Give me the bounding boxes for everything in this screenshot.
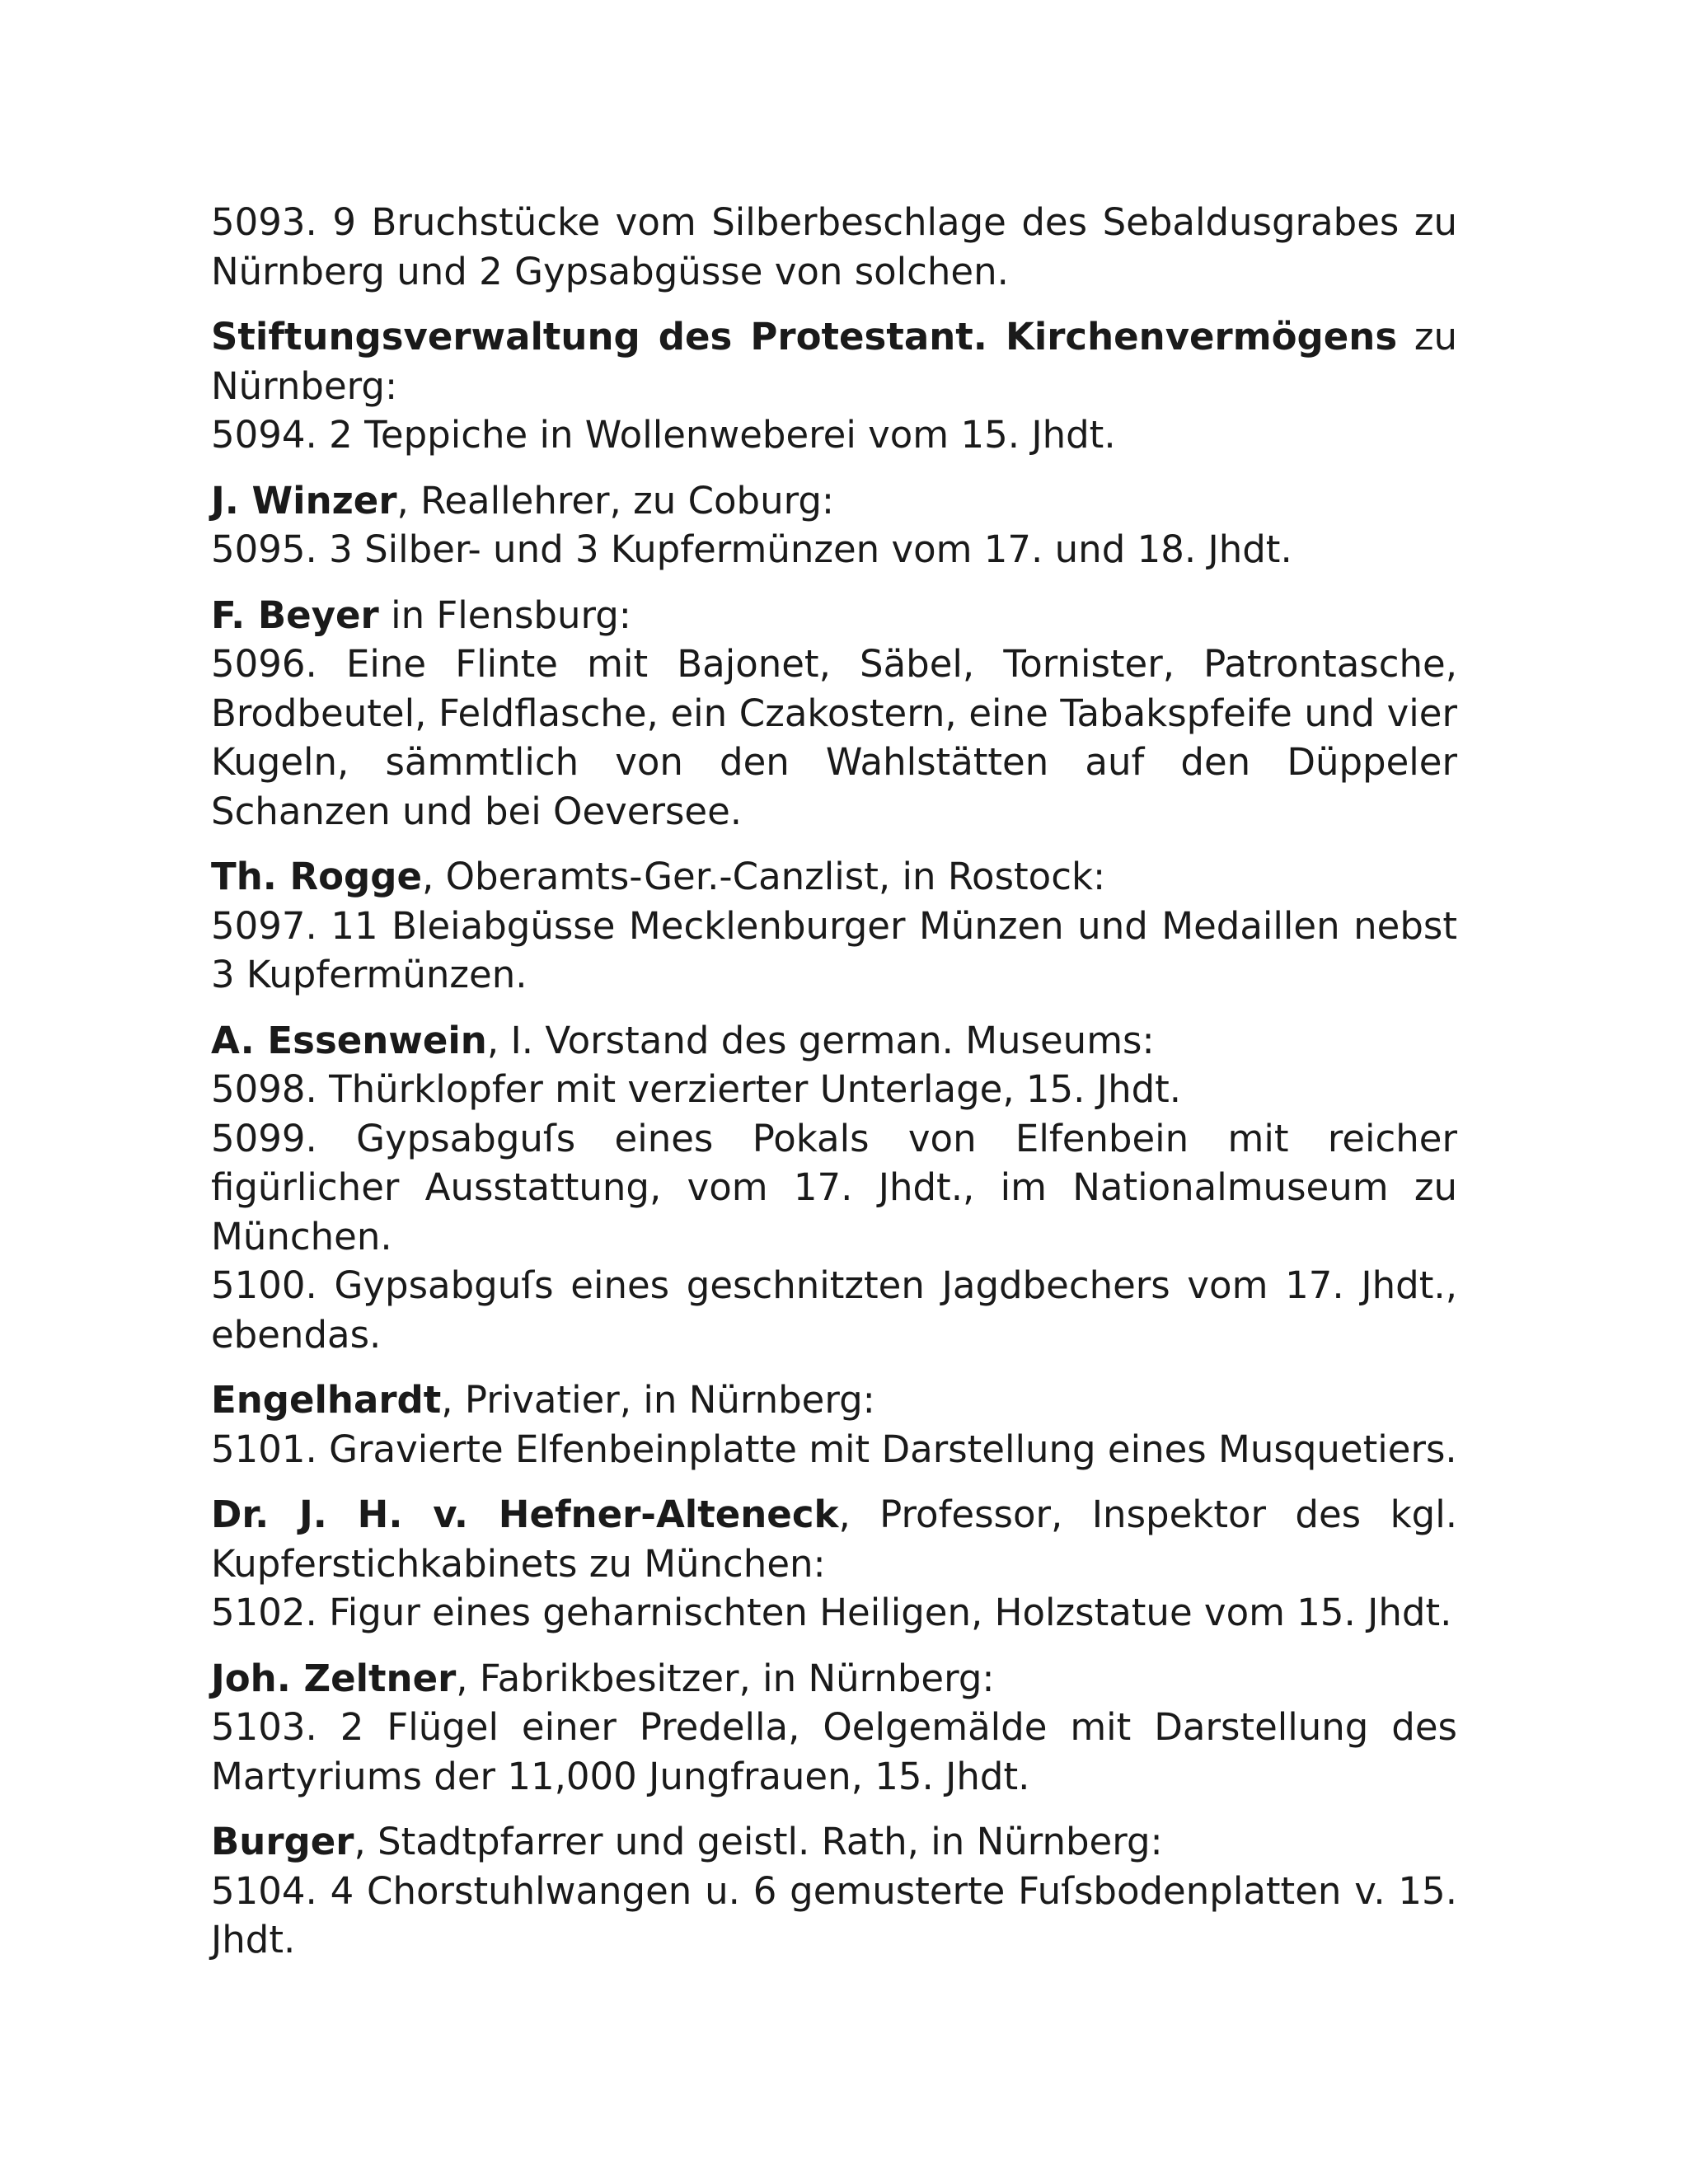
donor-details: , Stadtpfarrer und geistl. Rath, in Nürnberg: [354,1820,1163,1863]
item-5095: 5095. 3 Silber- und 3 Kupfermünzen vom 17. und 18. Jhdt. [211,527,1292,571]
donor-line [211,1817,1457,1867]
entry-0 [211,198,1457,296]
donor-details: , Privatier, in Nürnberg: [441,1378,875,1422]
donor-details: , Reallehrer, zu Coburg: [396,478,835,523]
donor-name: Th. Rogge [211,855,423,898]
entry-1 [211,312,1457,460]
item-5097: 5097. 11 Bleiabgüsse Mecklenburger Münzen und Medaillen nebst 3 Kupfermünzen. [211,903,1457,996]
entry-8 [211,1654,1457,1802]
item-5100: 5100. Gypsabguſs eines geschnitzten Jagdbechers vom 17. Jhdt., ebendas. [211,1263,1457,1357]
entry-9 [211,1817,1457,1965]
donor-line [211,852,1457,902]
donor-line [211,1016,1457,1066]
donor-name: A. Essenwein [211,1018,487,1062]
donor-details: zu Nürnberg: [211,315,1457,408]
donor-line [211,312,1457,410]
donor-name: Dr. J. H. v. Hefner-Alteneck [211,1493,839,1536]
entry-5 [211,1016,1457,1360]
item-5099: 5099. Gypsabguſs eines Pokals von Elfenbein mit reicher figürlicher Ausstattung, vom 17. Jhdt., im Nationalmuseum zu München. [211,1116,1457,1258]
item-5101: 5101. Gravierte Elfenbeinplatte mit Darstellung eines Musquetiers. [211,1427,1457,1471]
item-5104: 5104. 4 Chorstuhlwangen u. 6 gemusterte Fuſsbodenplatten v. 15. Jhdt. [211,1868,1457,1961]
item-5093: 5093. 9 Bruchstücke vom Silberbeschlage des Sebaldusgrabes zu Nürnberg und 2 Gypsabgüsse von solchen. [211,200,1457,293]
donor-line [211,1376,1457,1425]
entry-2 [211,476,1457,574]
entry-3 [211,591,1457,837]
entry-7 [211,1490,1457,1638]
document-page [211,198,1457,1981]
donor-details: in Flensburg: [378,593,631,637]
donor-details: , Oberamts-Ger.-Canzlist, in Rostock: [422,855,1106,898]
item-5094: 5094. 2 Teppiche in Wollenweberei vom 15. Jhdt. [211,413,1116,457]
item-5096: 5096. Eine Flinte mit Bajonet, Säbel, Tornister, Patrontasche, Brodbeutel, Feldflasche, ein Czakostern, eine Tabakspfeife und vier Kugeln, sämmtlich von den Wahlstätten auf den Düppeler Schanzen und bei Oeversee. [211,642,1457,833]
item-5103: 5103. 2 Flügel einer Predella, Oelgemälde mit Darstellung des Martyriums der 11,000 Jungfrauen, 15. Jhdt. [211,1705,1457,1798]
donor-details: , Fabrikbesitzer, in Nürnberg: [456,1656,995,1700]
donor-name: Joh. Zeltner [211,1656,457,1700]
entry-4 [211,852,1457,1000]
donor-line [211,1654,1457,1704]
item-5098: 5098. Thürklopfer mit verzierter Unterlage, 15. Jhdt. [211,1067,1182,1111]
donor-details: , I. Vorstand des german. Museums: [486,1018,1155,1062]
donor-details: , Professor, Inspektor des kgl. Kupferstichkabinets zu München: [211,1493,1458,1586]
donor-name: Stiftungsverwaltung des Protestant. Kirchenvermögens [211,315,1398,359]
item-5102: 5102. Figur eines geharnischten Heiligen, Holzstatue vom 15. Jhdt. [211,1591,1452,1634]
donor-name: J. Winzer [211,478,397,523]
donor-line [211,476,1457,526]
entry-6 [211,1376,1457,1474]
donor-name: Burger [211,1820,354,1863]
donor-line [211,1490,1457,1588]
donor-line [211,591,1457,640]
donor-name: F. Beyer [211,593,379,637]
donor-name: Engelhardt [211,1378,442,1422]
